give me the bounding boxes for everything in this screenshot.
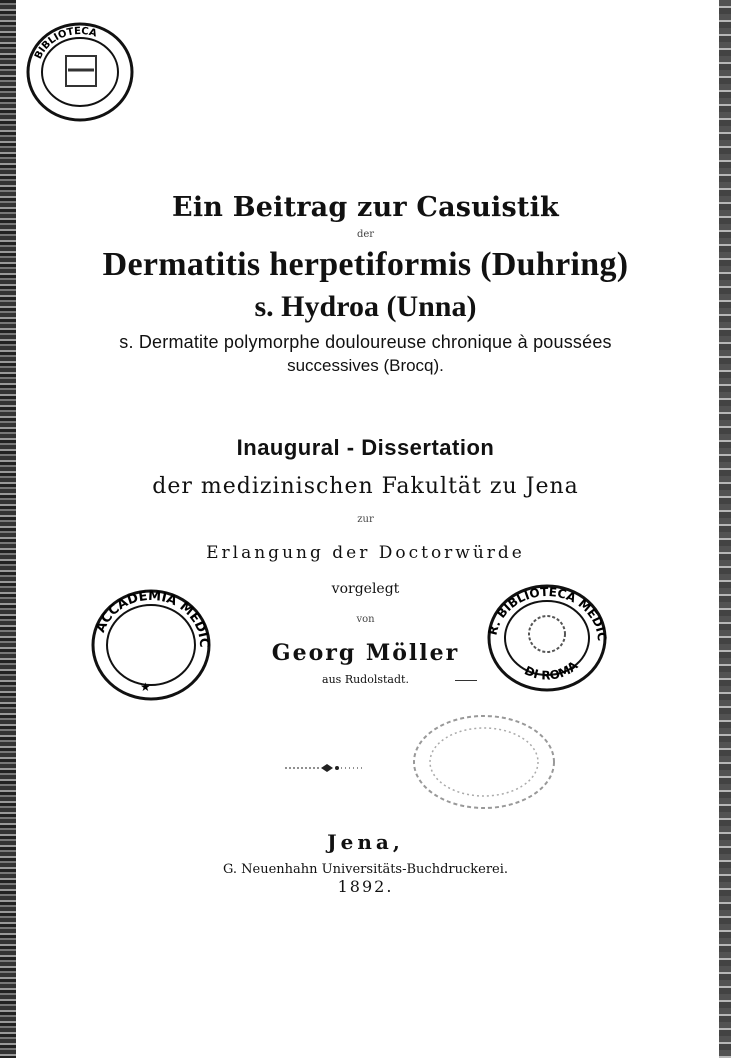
dissertation-heading: Inaugural - Dissertation — [236, 435, 495, 460]
imprint-city: Jena, — [327, 830, 404, 854]
purpose-line: Erlangung der Doctorwürde — [206, 543, 525, 563]
main-title: Dermatitis herpetiformis (Duhring) — [102, 246, 629, 283]
small-rule — [455, 680, 477, 681]
faculty-line: der medizinischen Fakultät zu Jena — [152, 474, 579, 499]
faded-stamp — [410, 712, 558, 816]
svg-text:ACCADEMIA MEDICA: ACCADEMIA MEDIC — [93, 588, 212, 648]
subtitle: s. Hydroa (Unna) — [254, 290, 477, 323]
zur-line: zur — [357, 514, 374, 525]
author-name: Georg Möller — [271, 640, 460, 666]
imprint-year: 1892. — [337, 877, 394, 896]
ornament-divider-icon — [285, 760, 365, 776]
alt-title-line-1: s. Dermatite polymorphe douloureuse chronique à poussées — [119, 332, 612, 352]
alt-title-line-2: successives (Brocq). — [287, 356, 444, 375]
imprint-printer: G. Neuenhahn Universitäts-Buchdruckerei. — [222, 862, 509, 877]
von-line: von — [356, 614, 375, 625]
svg-text:BIBLIOTECA: BIBLIOTECA — [32, 25, 98, 61]
title-connector: der — [356, 229, 375, 240]
title-line-1: Ein Beitrag zur Casuistik — [172, 192, 559, 223]
library-stamp-top-left — [24, 20, 136, 128]
page-edge-right — [719, 0, 731, 1058]
page-edge-left — [0, 0, 16, 1058]
svg-text:DI ROMA: DI ROMA — [522, 658, 581, 683]
svg-text:R. BIBLIOTECA MEDICA: R. BIBLIOTECA MEDIC — [485, 584, 610, 642]
svg-text:★: ★ — [140, 680, 151, 694]
author-origin: aus Rudolstadt. — [322, 673, 409, 686]
submitted-line: vorgelegt — [331, 581, 400, 597]
